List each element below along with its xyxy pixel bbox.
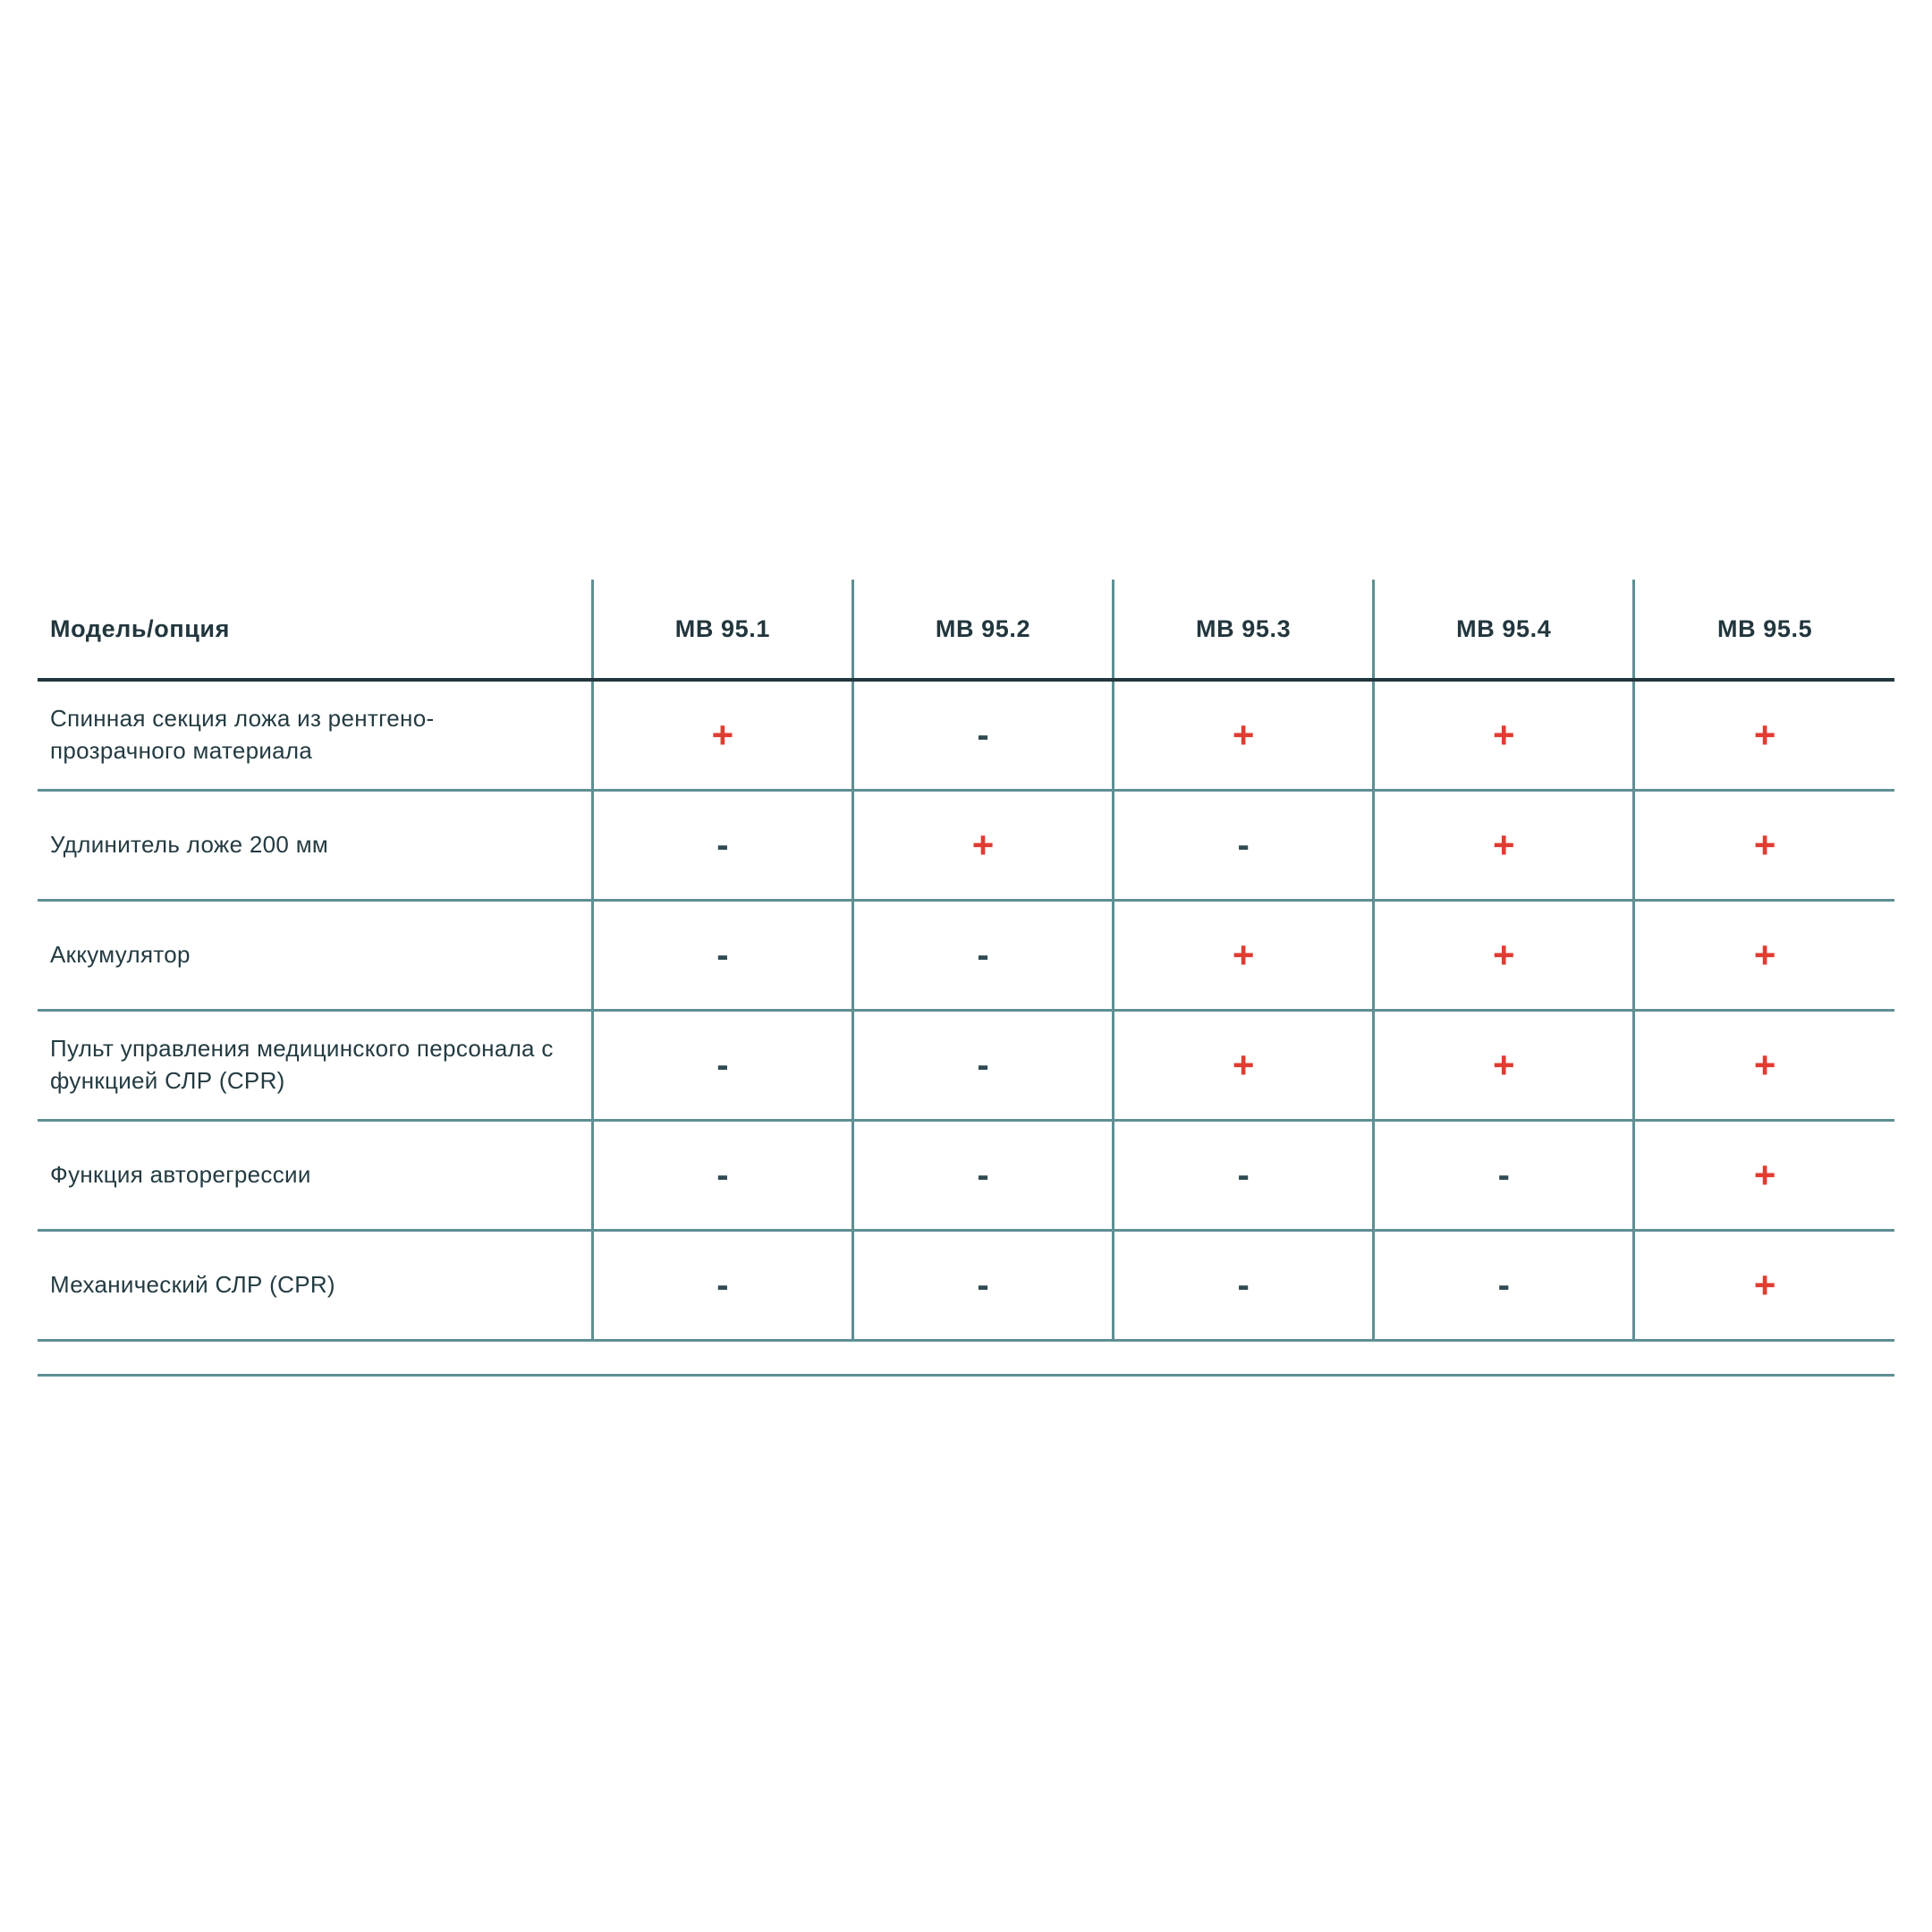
row-label: Спинная секция ложа из рентгено-прозрачного материала [38, 680, 592, 791]
value-mark: - [977, 1266, 989, 1305]
value-mark: + [1753, 1044, 1776, 1086]
cell-value [1634, 791, 1894, 901]
value-mark: - [1237, 1156, 1250, 1195]
cell-value [1374, 680, 1634, 791]
value-mark: - [977, 936, 989, 975]
table-row [38, 1121, 1894, 1231]
row-label: Механический СЛР (CPR) [38, 1231, 592, 1341]
cell-value [852, 1231, 1113, 1341]
column-header-mb-95-3: МВ 95.3 [1114, 580, 1374, 680]
value-mark: + [1232, 714, 1255, 756]
cell-value [1374, 1121, 1634, 1231]
column-header-mb-95-1: МВ 95.1 [592, 580, 852, 680]
value-mark: + [1492, 934, 1515, 976]
column-header-option: Модель/опция [38, 580, 592, 680]
table-body [38, 680, 1894, 1341]
row-label: Удлинитель ложе 200 мм [38, 791, 592, 901]
column-header-mb-95-5: МВ 95.5 [1634, 580, 1894, 680]
cell-value [1374, 901, 1634, 1011]
table-header [38, 580, 1894, 680]
cell-value [592, 1011, 852, 1121]
value-mark: + [1753, 1264, 1776, 1306]
value-mark: - [716, 936, 729, 975]
value-mark: + [1753, 1154, 1776, 1196]
cell-value [592, 791, 852, 901]
value-mark: + [1492, 714, 1515, 756]
cell-value [1374, 1011, 1634, 1121]
cell-value [1634, 901, 1894, 1011]
value-mark: + [1232, 1044, 1255, 1086]
cell-value [1634, 680, 1894, 791]
cell-value [852, 1121, 1113, 1231]
cell-value [592, 901, 852, 1011]
row-label: Функция авторегрессии [38, 1121, 592, 1231]
cell-value [1374, 1231, 1634, 1341]
value-mark: + [1753, 934, 1776, 976]
cell-value [592, 1231, 852, 1341]
cell-value [852, 791, 1113, 901]
value-mark: + [1753, 824, 1776, 866]
cell-value [1634, 1011, 1894, 1121]
comparison-table [38, 580, 1894, 1342]
cell-value [592, 1121, 852, 1231]
value-mark: - [716, 1266, 729, 1305]
value-mark: - [1237, 826, 1250, 865]
table-row [38, 901, 1894, 1011]
cell-value [1114, 1121, 1374, 1231]
row-label: Аккумулятор [38, 901, 592, 1011]
value-mark: - [1497, 1266, 1510, 1305]
cell-value [592, 680, 852, 791]
comparison-table-container [38, 580, 1894, 1377]
value-mark: - [716, 826, 729, 865]
cell-value [1114, 1231, 1374, 1341]
cell-value [852, 680, 1113, 791]
value-mark: - [977, 1046, 989, 1085]
table-row [38, 791, 1894, 901]
table-row [38, 680, 1894, 791]
value-mark: + [1753, 714, 1776, 756]
value-mark: - [977, 716, 989, 755]
cell-value [1634, 1231, 1894, 1341]
cell-value [1114, 901, 1374, 1011]
value-mark: + [1232, 934, 1255, 976]
table-bottom-rule [38, 1374, 1894, 1377]
value-mark: - [716, 1156, 729, 1195]
value-mark: + [1492, 824, 1515, 866]
table-row [38, 1011, 1894, 1121]
table-row [38, 1231, 1894, 1341]
cell-value [1114, 680, 1374, 791]
cell-value [852, 1011, 1113, 1121]
cell-value [1634, 1121, 1894, 1231]
column-header-mb-95-4: МВ 95.4 [1374, 580, 1634, 680]
column-header-mb-95-2: МВ 95.2 [852, 580, 1113, 680]
value-mark: + [711, 714, 734, 756]
value-mark: - [716, 1046, 729, 1085]
value-mark: - [1237, 1266, 1250, 1305]
table-header-row [38, 580, 1894, 680]
row-label: Пульт управления медицинского персонала с функцией СЛР (CPR) [38, 1011, 592, 1121]
value-mark: + [1492, 1044, 1515, 1086]
cell-value [1114, 791, 1374, 901]
cell-value [1114, 1011, 1374, 1121]
value-mark: - [1497, 1156, 1510, 1195]
value-mark: - [977, 1156, 989, 1195]
cell-value [852, 901, 1113, 1011]
value-mark: + [971, 824, 995, 866]
cell-value [1374, 791, 1634, 901]
